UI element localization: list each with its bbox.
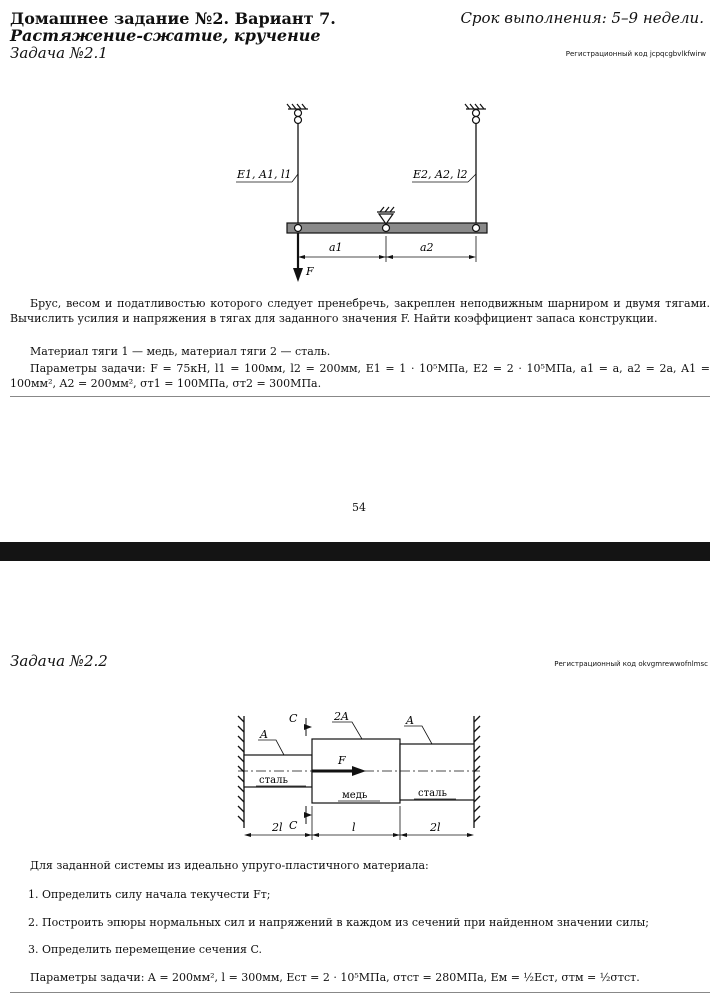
task1-divider [10, 396, 710, 397]
section-C-bottom: C [289, 819, 298, 832]
document-title: Домашнее задание №2. Вариант 7. [10, 9, 336, 28]
section-C-top: C [289, 712, 298, 725]
deadline-text: Срок выполнения: 5–9 недели. [460, 9, 704, 27]
task2-item-2: 2. Построить эпюры нормальных сил и напряжений в каждом из сечений при найденном значении силы; [28, 916, 649, 929]
task1-figure [0, 100, 710, 285]
task2-divider [10, 992, 710, 993]
task2-intro: Для заданной системы из идеально упруго-пластичного материала: [30, 859, 429, 872]
task1-material: Материал тяги 1 — медь, материал тяги 2 — сталь. [30, 345, 331, 358]
right-support [465, 104, 486, 124]
task1-statement: Брус, весом и податливостью которого следует пренебречь, закреплен неподвижным шарниром и двумя тягами. Вычислить усилия и напряжения в тягах для заданного значения F. Найти коэффициент запаса конструкции. [10, 297, 710, 325]
force-label: F [306, 265, 314, 278]
material-steel-right: сталь [418, 788, 447, 799]
task2-item-1: 1. Определить силу начала текучести Fт; [28, 888, 271, 901]
left-support [287, 104, 308, 124]
dim-mid-l: l [352, 821, 356, 834]
area-label-A-right: A [406, 714, 414, 727]
left-wall [238, 716, 244, 828]
material-steel-left: сталь [259, 775, 288, 786]
task1-params: Параметры задачи: F = 75кН, l1 = 100мм, l2 = 200мм, E1 = 1 · 10⁵МПа, E2 = 2 · 10⁵МПа, a1 = a, a2 = 2a, A1 = 100мм², A2 = 200мм², σт1 = 100МПа, σт2 = 300МПа. [10, 362, 710, 390]
task2-params: Параметры задачи: A = 200мм², l = 300мм, Eст = 2 · 10⁵МПа, σтст = 280МПа, Eм = ½Eст, σтм = ½σтст. [30, 971, 640, 984]
material-copper: медь [342, 790, 368, 801]
task2-figure [0, 700, 710, 845]
document-subtitle: Растяжение-сжатие, кручение [10, 26, 321, 45]
dim-a2: a2 [420, 241, 434, 254]
rod1-label: E1, A1, l1 [237, 168, 292, 181]
task2-title: Задача №2.2 [10, 652, 108, 670]
right-wall [474, 716, 480, 828]
dim-left-2l: 2l [272, 821, 283, 834]
task1-reg-code: Регистрационный код jcpqcgbvlkfwirw [565, 50, 706, 58]
task1-title: Задача №2.1 [10, 44, 108, 62]
force-label: F [338, 754, 346, 767]
dim-right-2l: 2l [430, 821, 441, 834]
page-separator [0, 542, 710, 561]
area-label-A-left: A [260, 728, 268, 741]
dim-a1: a1 [329, 241, 343, 254]
task2-reg-code: Регистрационный код okvgmrewwofnlmsc [554, 660, 708, 668]
rod2-label: E2, A2, l2 [413, 168, 468, 181]
area-label-2A: 2A [334, 710, 349, 723]
middle-pin-support [377, 207, 395, 224]
task2-item-3: 3. Определить перемещение сечения C. [28, 943, 263, 956]
page-number: 54 [352, 501, 366, 514]
